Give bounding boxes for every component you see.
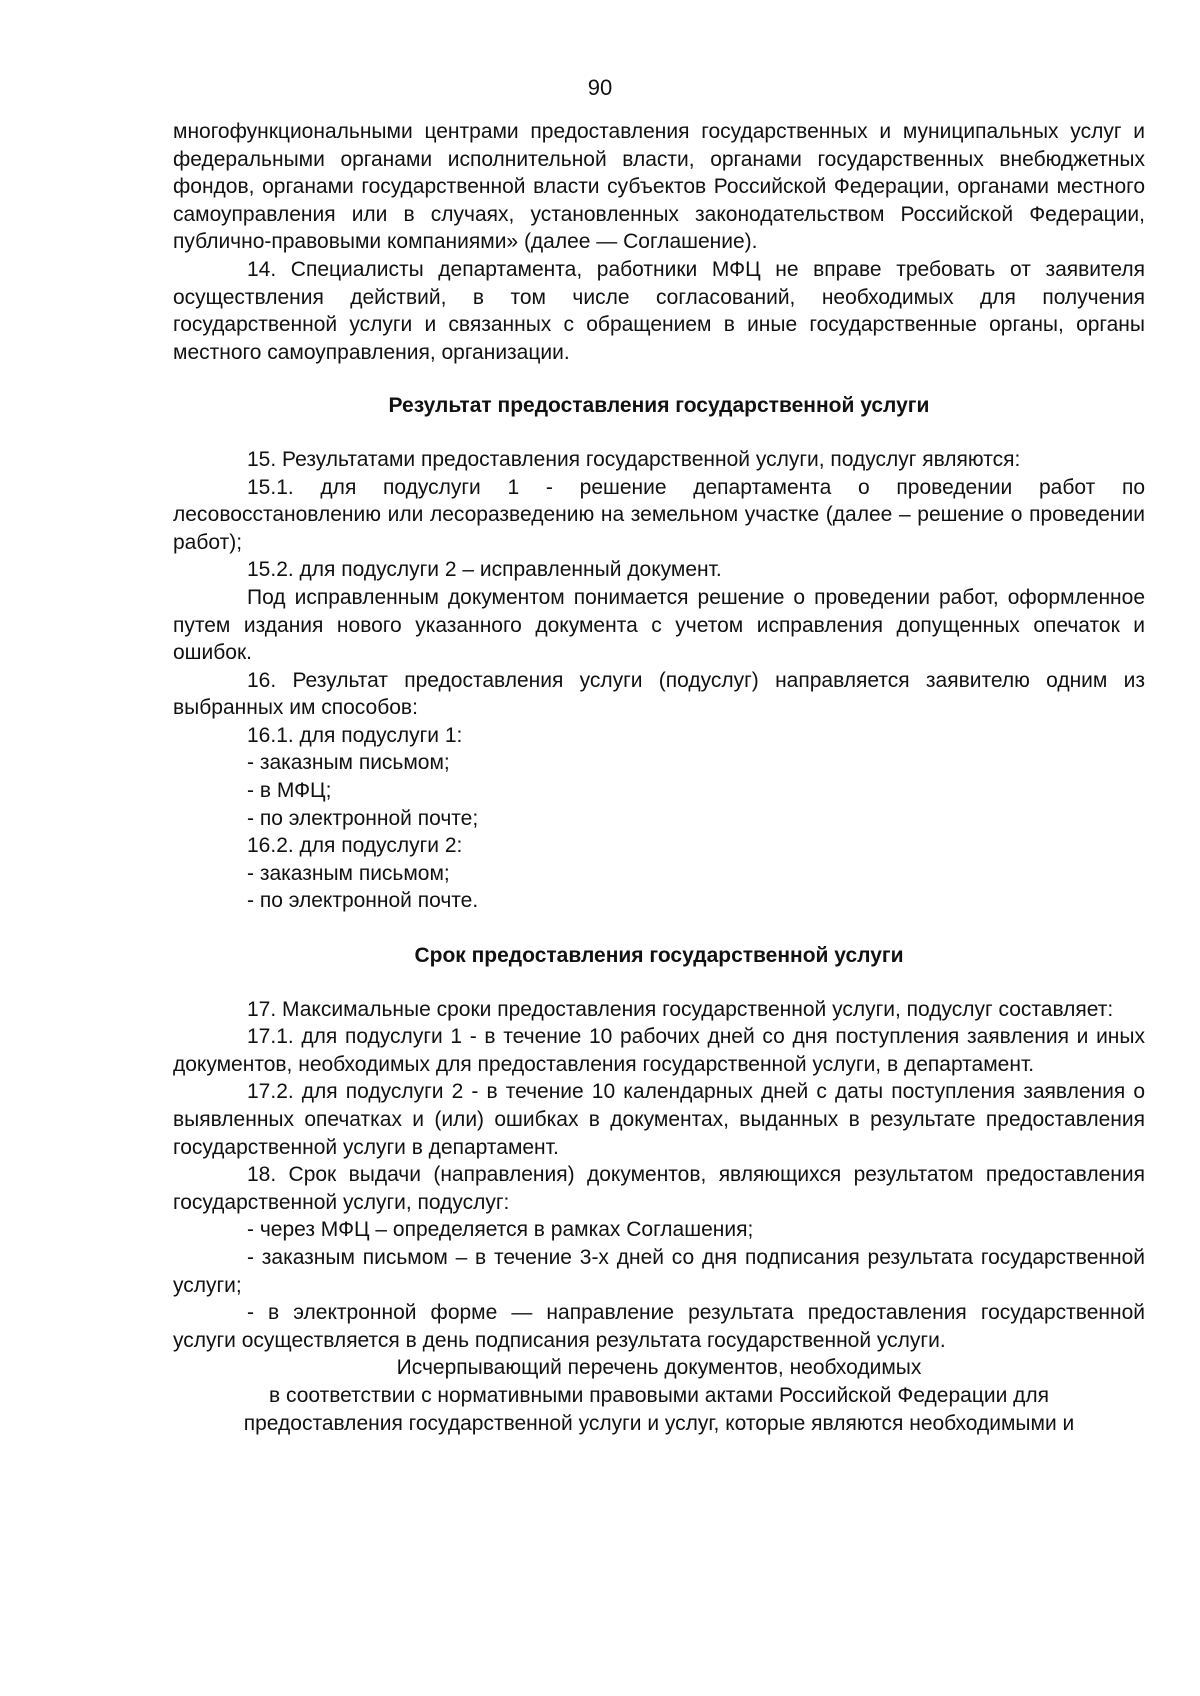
paragraph-continuation: многофункциональными центрами предоставления государственных и муниципальных услуг и федеральными органами исполнительной власти, органами государственных внебюджетных фондов, органами государственной власти субъектов Российской Федерации, органами местного самоуправления или в случаях, установленных законодательством Российской Федерации, публично-правовыми компаниями» (далее — Соглашение). bbox=[173, 120, 1145, 254]
paragraph-16: 16. Результат предоставления услуги (подуслуг) направляется заявителю одним из выбранных им способов: bbox=[173, 668, 1145, 720]
paragraph-15: 15. Результатами предоставления государственной услуги, подуслуг являются: bbox=[247, 447, 1021, 471]
paragraph-17: 17. Максимальные сроки предоставления государственной услуги, подуслуг составляет: bbox=[247, 997, 1114, 1021]
list-item: - по электронной почте. bbox=[247, 889, 479, 913]
closing-heading-line: в соответствии с нормативными правовыми актами Российской Федерации для bbox=[268, 1383, 1050, 1407]
list-item: - заказным письмом; bbox=[247, 861, 450, 885]
document-body bbox=[173, 118, 1145, 1437]
section-heading-result: Результат предоставления государственной услуги bbox=[388, 394, 930, 418]
paragraph-18-b: - заказным письмом – в течение 3-х дней со дня подписания результата государственной услуги; bbox=[173, 1245, 1145, 1297]
paragraph-17-2: 17.2. для подуслуги 2 - в течение 10 календарных дней с даты поступления заявления о выявленных опечатках и (или) ошибках в документах, выданных в результате предоставления государственной услуги в департамент. bbox=[173, 1080, 1145, 1159]
closing-heading-line: Исчерпывающий перечень документов, необходимых bbox=[396, 1356, 922, 1380]
paragraph-definition: Под исправленным документом понимается решение о проведении работ, оформленное путем издания нового указанного документа с учетом исправления допущенных опечаток и ошибок. bbox=[173, 585, 1145, 665]
paragraph-15-2: 15.2. для подуслуги 2 – исправленный документ. bbox=[247, 558, 722, 582]
paragraph-14: 14. Специалисты департамента, работники МФЦ не вправе требовать от заявителя осуществления действий, в том числе согласований, необходимых для получения государственной услуги и связанных с обращением в иные государственные органы, органы местного самоуправления, организации. bbox=[173, 257, 1145, 364]
closing-heading-line: предоставления государственной услуги и услуг, которые являются необходимыми и bbox=[243, 1411, 1075, 1435]
paragraph-18-a: - через МФЦ – определяется в рамках Соглашения; bbox=[247, 1218, 754, 1242]
page-number: 90 bbox=[587, 75, 613, 100]
list-item: - в МФЦ; bbox=[247, 779, 332, 803]
paragraph-16-1: 16.1. для подуслуги 1: bbox=[247, 723, 463, 747]
paragraph-17-1: 17.1. для подуслуги 1 - в течение 10 рабочих дней со дня поступления заявления и иных документов, необходимых для предоставления государственной услуги, в департамент. bbox=[173, 1025, 1145, 1076]
paragraph-16-2: 16.2. для подуслуги 2: bbox=[247, 834, 463, 858]
paragraph-18: 18. Срок выдачи (направления) документов, являющихся результатом предоставления государственной услуги, подуслуг: bbox=[173, 1163, 1145, 1214]
list-item: - по электронной почте; bbox=[247, 806, 479, 830]
paragraph-15-1: 15.1. для подуслуги 1 - решение департамента о проведении работ по лесовосстановлению или лесоразведению на земельном участке (далее – решение о проведении работ); bbox=[173, 475, 1145, 554]
list-item: - заказным письмом; bbox=[247, 751, 450, 775]
paragraph-18-c: - в электронной форме — направление результата предоставления государственной услуги осуществляется в день подписания результата государственной услуги. bbox=[173, 1301, 1145, 1352]
section-heading-term: Срок предоставления государственной услуги bbox=[414, 944, 904, 968]
